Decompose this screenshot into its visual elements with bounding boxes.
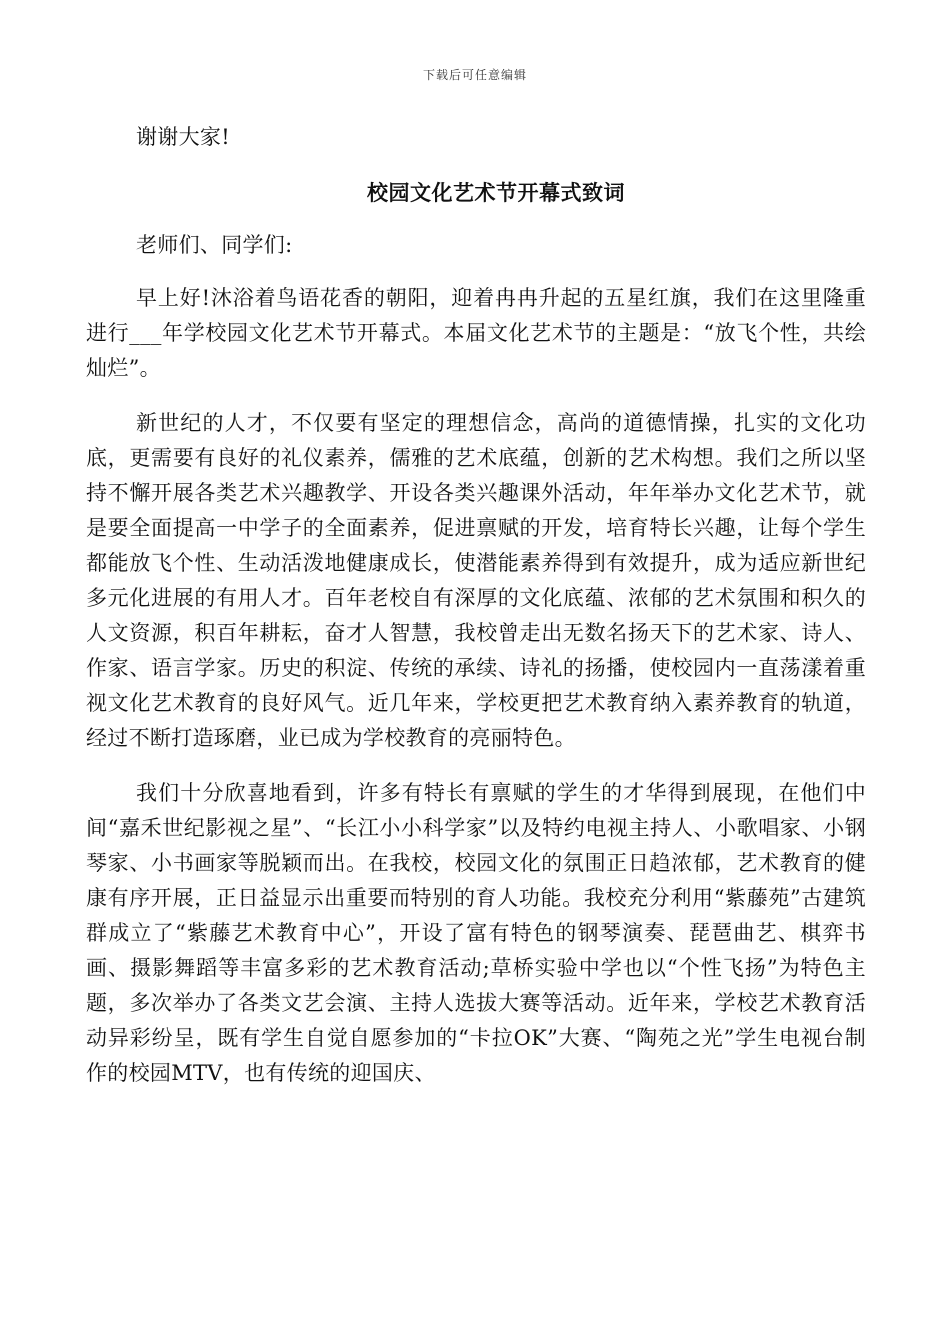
document-title: 校园文化艺术节开幕式致词 [367,180,625,205]
paragraph-greeting: 早上好!沐浴着鸟语花香的朝阳，迎着冉冉升起的五星红旗，我们在这里隆重进行___年学校园文化艺术节开幕式。本届文化艺术节的主题是：“放飞个性，共绘灿烂”。 [86,286,866,380]
salutation: 老师们、同学们: [136,233,293,257]
paragraph-achievements: 我们十分欣喜地看到，许多有特长有禀赋的学生的才华得到展现，在他们中间“嘉禾世纪影视之星”、“长江小小科学家”以及特约电视主持人、小歌唱家、小钢琴家、小书画家等脱颖而出。在我校，校园文化的氛围正日趋浓郁，艺术教育的健康有序开展，正日益显示出重要而特别的育人功能。我校充分利用“紫藤苑”古建筑群成立了“紫藤艺术教育中心”，开设了富有特色的钢琴演奏、琵琶曲艺、棋弈书画、摄影舞蹈等丰富多彩的艺术教育活动;草桥实验中学也以“个性飞扬”为特色主题，多次举办了各类文艺会演、主持人选拔大赛等活动。近年来，学校艺术教育活动异彩纷呈，既有学生自觉自愿参加的“卡拉OK”大赛、“陶苑之光”学生电视台制作的校园MTV，也有传统的迎国庆、 [86,781,866,1085]
page-header-note: 下载后可任意编辑 [422,68,527,82]
paragraph-talent: 新世纪的人才，不仅要有坚定的理想信念，高尚的道德情操，扎实的文化功底，更需要有良好的礼仪素养，儒雅的艺术底蕴，创新的艺术构想。我们之所以坚持不懈开展各类艺术兴趣教学、开设各类兴趣课外活动，年年举办文化艺术节，就是要全面提高一中学子的全面素养，促进禀赋的开发，培育特长兴趣，让每个学生都能放飞个性、生动活泼地健康成长，使潜能素养得到有效提升，成为适应新世纪多元化进展的有用人才。百年老校自有深厚的文化底蕴、浓郁的艺术氛围和积久的人文资源，积百年耕耘，奋才人智慧，我校曾走出无数名扬天下的艺术家、诗人、作家、语言学家。历史的积淀、传统的承续、诗礼的扬播，使校园内一直荡漾着重视文化艺术教育的良好风气。近几年来，学校更把艺术教育纳入素养教育的轨道，经过不断打造琢磨，业已成为学校教育的亮丽特色。 [86,411,866,750]
document-body [86,120,866,1111]
closing-line: 谢谢大家! [136,125,230,149]
